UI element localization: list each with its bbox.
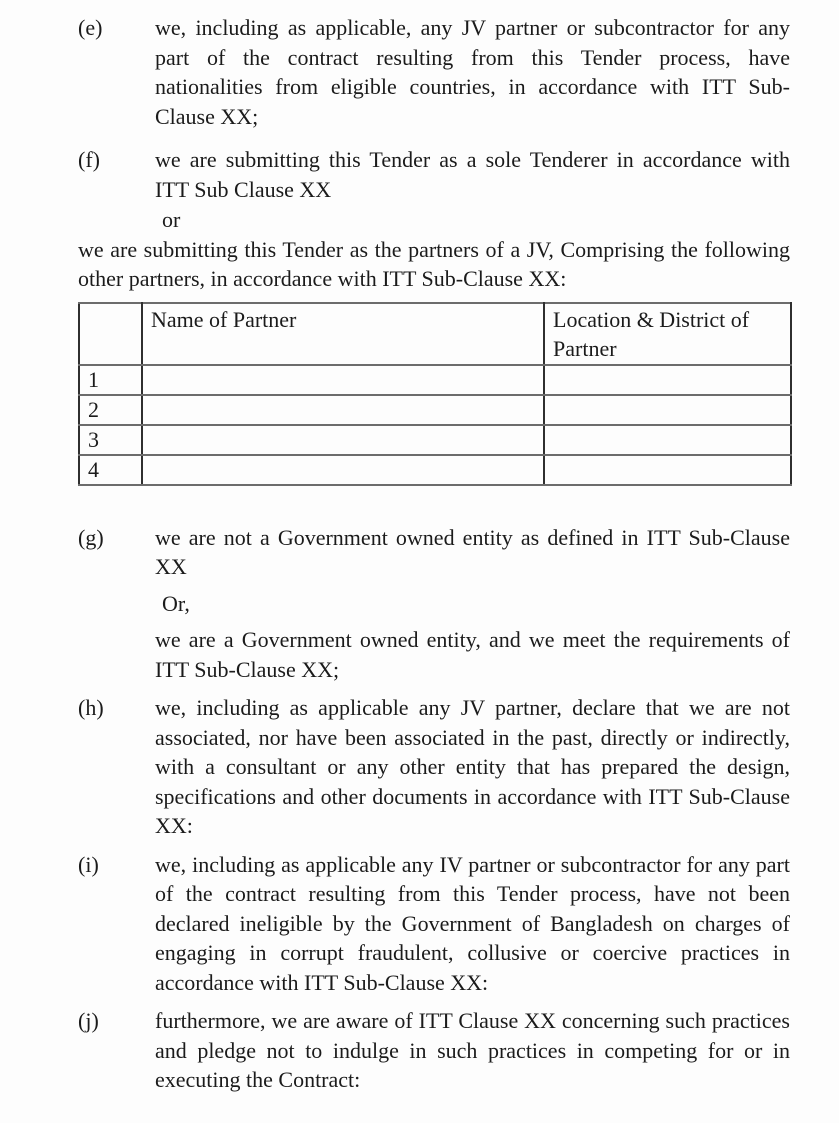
table-row <box>79 425 791 455</box>
partner-location-cell <box>544 455 791 485</box>
clause-f <box>78 145 790 235</box>
clause-i-label: (i) <box>78 851 99 877</box>
table-row <box>79 395 791 425</box>
clause-f-or-connector: or <box>162 207 181 232</box>
clause-g <box>78 523 790 685</box>
clause-i <box>78 850 790 998</box>
clause-g-text-2: we are a Government owned entity, and we meet the requirements of ITT Sub-Clause XX; <box>155 627 790 682</box>
table-row <box>79 365 791 395</box>
clause-g-or-connector: Or, <box>162 590 190 616</box>
row-number-cell: 3 <box>79 425 142 455</box>
row-number-cell: 2 <box>79 395 142 425</box>
column-header-name-of-partner: Name of Partner <box>142 303 544 365</box>
clause-j-body <box>155 1006 790 1095</box>
column-header-row-number <box>79 303 142 365</box>
clause-h <box>78 693 790 841</box>
clause-i-text: we, including as applicable any IV partner or subcontractor for any part of the contract resulting from this Tender process, have not been declared ineligible by the Government of Bangladesh on charges of engaging in corrupt fraudulent, collusive or coercive practices in accordance with ITT Sub-Clause XX: <box>155 851 790 995</box>
clause-g-label: (g) <box>78 524 104 550</box>
partner-name-cell <box>142 425 544 455</box>
clause-h-label: (h) <box>78 695 104 720</box>
clause-e-label: (e) <box>78 15 103 40</box>
clause-g-text-1: we are not a Government owned entity as defined in ITT Sub-Clause XX <box>155 524 790 579</box>
clause-f-label: (f) <box>78 147 100 172</box>
partner-location-cell <box>544 365 791 395</box>
partner-location-cell <box>544 395 791 425</box>
clause-e-text: we, including as applicable, any JV partner or subcontractor for any part of the contract resulting from this Tender process, have nationalities from eligible countries, in accordance with ITT Sub-Clause XX; <box>155 15 790 129</box>
clause-i-body <box>155 850 790 998</box>
clause-h-body <box>155 693 790 841</box>
row-number-cell: 4 <box>79 455 142 485</box>
clause-j-text: furthermore, we are aware of ITT Clause XX concerning such practices and pledge not to indulge in such practices in competing for or in executing the Contract: <box>155 1008 790 1092</box>
clause-j <box>78 1006 790 1095</box>
clause-j-label: (j) <box>78 1008 99 1033</box>
partner-name-cell <box>142 455 544 485</box>
partner-name-cell <box>142 395 544 425</box>
clause-e <box>78 13 790 131</box>
clause-e-body <box>155 13 790 131</box>
partner-table <box>78 302 792 486</box>
clause-f-body <box>155 145 790 235</box>
jv-partners-paragraph: we are submitting this Tender as the partners of a JV, Comprising the following other partners, in accordance with ITT Sub-Clause XX: <box>78 236 790 291</box>
table-row <box>79 455 791 485</box>
clause-h-text: we, including as applicable any JV partner, declare that we are not associated, nor have been associated in the past, directly or indirectly, with a consultant or any other entity that has prepared the design, specifications and other documents in accordance with ITT Sub-Clause XX: <box>155 695 790 838</box>
partner-location-cell <box>544 425 791 455</box>
column-header-location-district: Location & District of Partner <box>544 303 791 365</box>
clause-f-text: we are submitting this Tender as a sole Tenderer in accordance with ITT Sub Clause XX <box>155 147 790 202</box>
clause-g-body <box>155 523 790 685</box>
row-number-cell: 1 <box>79 365 142 395</box>
partner-table-header-row <box>79 303 791 365</box>
partner-name-cell <box>142 365 544 395</box>
